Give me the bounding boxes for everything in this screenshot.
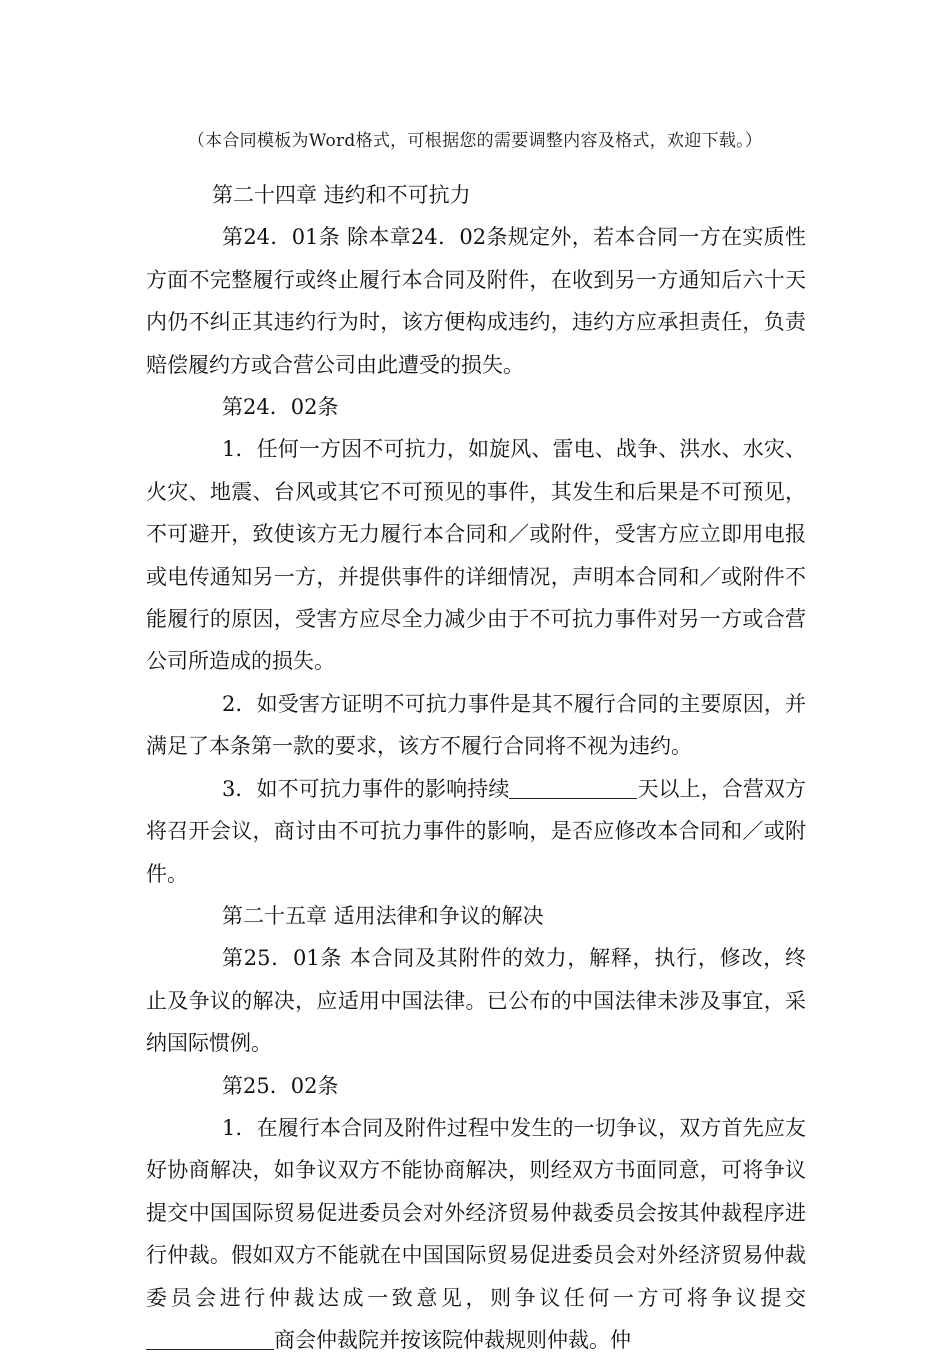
chapter-24-title: 第二十四章 违约和不可抗力 [212, 183, 471, 207]
chamber-blank-field[interactable] [146, 1328, 274, 1350]
document-body [146, 174, 806, 1361]
article-24-02-clause-1: 1．任何一方因不可抗力，如旋风、雷电、战争、洪水、水灾、火灾、地震、台风或其它不可预见的事件，其发生和后果是不可预见，不可避开，致使该方无力履行本合同和／或附件，受害方应立即用电报或电传通知另一方，并提供事件的详细情况，声明本合同和／或附件不能履行的原因，受害方应尽全力减少由于不可抗力事件对另一方或合营公司所造成的损失。 [146, 437, 806, 674]
article-24-01: 第24．01条 除本章24．02条规定外，若本合同一方在实质性方面不完整履行或终止履行本合同及附件，在收到另一方通知后六十天内仍不纠正其违约行为时，该方便构成违约，违约方应承担责任，负责赔偿履约方或合营公司由此遭受的损失。 [146, 225, 806, 377]
article-24-02-clause-2: 2．如受害方证明不可抗力事件是其不履行合同的主要原因，并满足了本条第一款的要求，该方不履行合同将不视为违约。 [146, 691, 806, 759]
days-blank-field[interactable] [509, 777, 637, 799]
clause-3-text-before: 3．如不可抗力事件的影响持续 [222, 776, 510, 801]
article-25-01: 第25．01条 本合同及其附件的效力，解释，执行，修改，终止及争议的解决，应适用中国法律。已公布的中国法律未涉及事宜，采纳国际惯例。 [146, 946, 806, 1056]
clause-25-1-text-before: 1．在履行本合同及附件过程中发生的一切争议，双方首先应友好协商解决，如争议双方不能协商解决，则经双方书面同意，可将争议提交中国国际贸易促进委员会对外经济贸易仲裁委员会按其仲裁程序进行仲裁。假如双方不能就在中国国际贸易促进委员会对外经济贸易仲裁委员会进行仲裁达成一致意见，则争议任何一方可将争议提交 [146, 1115, 806, 1310]
article-24-02-heading: 第24．02条 [222, 395, 339, 420]
article-25-02-clause-1 [146, 1107, 806, 1361]
article-24-02-clause-3 [146, 768, 806, 895]
template-note: （本合同模板为Word格式，可根据您的需要调整内容及格式，欢迎下载。） [187, 131, 763, 151]
article-25-02-heading: 第25．02条 [222, 1073, 339, 1098]
chapter-25-title: 第二十五章 适用法律和争议的解决 [222, 903, 544, 928]
clause-25-1-text-after: 商会仲裁院并按该院仲裁规则仲裁。仲 [274, 1327, 631, 1352]
clause-3-text-after: 天以上，合营双方将召开会议，商讨由不可抗力事件的影响，是否应修改本合同和／或附件。 [146, 776, 806, 886]
